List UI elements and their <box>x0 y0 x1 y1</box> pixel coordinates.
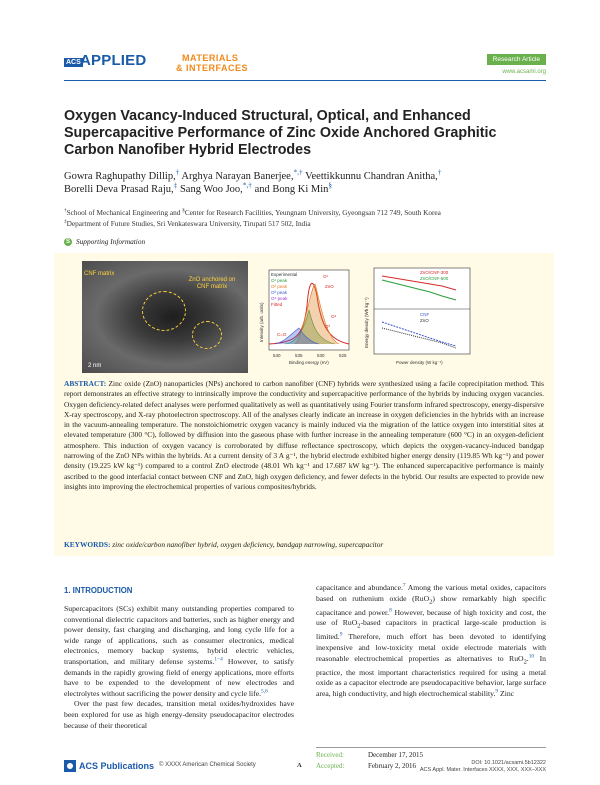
xps-ylabel: Intensity (arb. units) <box>259 302 264 342</box>
tem-highlight <box>192 321 222 349</box>
article-dates: Received: December 17, 2015 Accepted: February 2, 2016 <box>316 747 546 772</box>
logo-interfaces: & INTERFACES <box>176 63 249 73</box>
author[interactable]: Sang Woo Joo,*,† <box>179 180 252 195</box>
received-date: December 17, 2015 <box>368 751 424 759</box>
abstract <box>64 379 544 492</box>
affiliations: †School of Mechanical Engineering and §Center for Research Facilities, Yeungnam University, Gyeongsan 712 749, South Korea ‡Department of Future Studies, Sri Venkateswara University, Tirupati 517 502, India <box>64 207 441 228</box>
article-type-badge: Research Article <box>487 54 546 65</box>
abstract-label: ABSTRACT: <box>64 379 107 388</box>
tem-label-cnf: CNF matrix <box>84 271 115 277</box>
logo-applied: APPLIED <box>80 52 147 69</box>
journal-url[interactable]: www.acsami.org <box>502 69 546 75</box>
citation[interactable]: 5,6 <box>261 688 268 695</box>
ragone-chart <box>360 264 478 370</box>
supporting-info-icon: S <box>65 238 70 245</box>
logo-materials: MATERIALS <box>182 53 239 63</box>
xps-legend-item: O³ peak <box>271 290 288 295</box>
xps-tick: 530 <box>317 353 325 358</box>
author[interactable]: and Bong Ki Min§ <box>254 180 333 195</box>
tem-label-zno: ZnO anchored on CNF matrix <box>188 277 236 290</box>
author[interactable]: Borelli Deva Prasad Raju,‡ <box>64 180 178 195</box>
header-divider <box>64 80 546 81</box>
page-footer <box>64 760 546 780</box>
article-title: Oxygen Vacancy-Induced Structural, Optical, and Enhanced Supercapacitive Performance of Zinc Oxide Anchored Graphitic Carbon Nanofiber Hybrid Electrodes <box>64 108 497 158</box>
keywords <box>64 540 544 549</box>
accepted-date: February 2, 2016 <box>368 762 417 770</box>
xps-tick: 535 <box>295 353 303 358</box>
citation[interactable]: 7 <box>402 582 406 589</box>
ragone-legend-item: ZnO/CNF-300 <box>420 270 449 275</box>
tem-highlight <box>142 291 186 331</box>
xps-legend-item: O⁴ peak <box>271 296 288 301</box>
xps-legend-item: O¹ peak <box>271 278 288 283</box>
body-column-left <box>64 604 294 731</box>
citation[interactable]: 1−4 <box>214 656 223 663</box>
author[interactable]: Veettikkunnu Chandran Anitha,† <box>305 167 442 182</box>
xps-legend-item: Experimental <box>271 272 298 277</box>
xps-annotation: O¹ <box>323 274 328 279</box>
citation[interactable]: 9 <box>495 688 499 695</box>
keywords-text: zinc oxide/carbon nanofiber hybrid, oxygen deficiency, bandgap narrowing, supercapacitor <box>112 540 384 549</box>
section-heading: 1. INTRODUCTION <box>64 586 133 595</box>
xps-annotation: O⁴ <box>331 314 337 319</box>
citation[interactable]: 8 <box>389 607 392 614</box>
page-number: A <box>297 762 302 769</box>
ragone-legend-item: ZnO <box>420 318 429 323</box>
xps-legend-item: O² peak <box>271 284 288 289</box>
paragraph: capacitance and abundance.$^7$ Among the various metal oxides, capacitors based on ruthenium oxide (RuO$_2$) show remarkably high specific capacitance and power.$^8$ However, because of high toxicity and cost, the use of RuO$_2$-based capacitors in practical large-scale production is limited.$^9$ Therefore, much effort has been devoted to identifying inexpensive and low-toxicity metal oxide electrode materials with reasonable electrochemical properties as alternatives to RuO$_2$.$^{10}$ In practice, the most important characteristics required for using a metal oxide as a capacitor electrode are pseudocapacitive behavior, large surface area, high conductivity, and high electrochemical stability.$^9$ Zinc <box>316 582 546 698</box>
author[interactable]: Arghya Narayan Banerjee,*,† <box>181 167 303 182</box>
supporting-information-link[interactable]: S Supporting Information <box>65 237 146 246</box>
ragone-ylabel: Energy density (Wh kg⁻¹) <box>364 297 369 348</box>
tem-micrograph <box>82 261 248 373</box>
abstract-text: Zinc oxide (ZnO) nanoparticles (NPs) anchored to carbon nanofiber (CNF) hybrids were synthesized using a facile coprecipitation method. This report demonstrates an effective strategy to intrinsically improve the conductivity and supercapacitive performance of the hybrids by inducing oxygen vacancies. Oxygen deficiency-related defect analyses were performed qualitatively as well as quantitatively using Fourier transform infrared spectroscopy, energy-dispersive X-ray spectroscopy, and X-ray photoelectron spectroscopy. All of the analyses clearly indicate an increase in oxygen deficiencies in the hybrids with an increase in the vacuum-annealing temperature. The nonstoichiometric oxygen vacancy is mainly induced via the migration of the lattice oxygen into interstitial sites at elevated temperature (300 °C), followed by diffusion into the gaseous phase with further increase in the annealing temperature (600 °C) in an oxygen-deficient atmosphere. This induction of oxygen vacancy is corroborated by diffuse reflectance spectroscopy, which depicts the oxygen-vacancy-induced bandgap narrowing of the ZnO NPs within the hybrids. At a current density of 3 A g⁻¹, the hybrid electrode exhibited higher energy density (119.85 Wh kg⁻¹) and power density (19.225 kW kg⁻¹) compared to a control ZnO electrode (48.01 Wh kg⁻¹ and 17.687 kW kg⁻¹). The enhanced supercapacitive performance is mainly ascribed to the good interfacial contact between CNF and ZnO, high oxygen deficiency, and fewer defects in the hybrid. Our results are expected to provide new insights into improving the electrochemical properties of various composites/hybrids. <box>64 379 544 491</box>
xps-annotation: C=O <box>277 332 287 337</box>
ragone-legend-item: ZnO/CNF-600 <box>420 276 449 281</box>
xps-legend-item: Fitted <box>271 302 283 307</box>
paragraph: Supercapacitors (SCs) exhibit many outstanding properties compared to conventional dielectric capacitors and batteries, such as higher energy and power density, fast charging and discharging, and long cycle life for a wide range of applications, such as consumer electronics, medical electronics, memory backup systems, hybrid electric vehicles, transportation, and military defense systems.$^{1-4}$ However, to satisfy demands in the rapidly growing field of energy applications, more efforts have to be expended to the development of new electrodes and electrolytes without sacrificing the power density and cycle life.$^{5,6}$ <box>64 604 294 698</box>
xps-spectrum-chart <box>255 266 355 366</box>
xps-annotation: ZnO <box>325 284 334 289</box>
copyright: © XXXX American Chemical Society <box>159 762 256 768</box>
logo-acs: ACS <box>66 59 81 66</box>
tem-scale-bar: 2 nm <box>88 363 102 369</box>
xps-tick: 540 <box>273 353 281 358</box>
acs-publications-logo[interactable]: ACS Publications <box>64 760 154 772</box>
body-column-right <box>316 583 546 700</box>
doi-info[interactable]: DOI: 10.1021/acsami.5b12322 ACS Appl. Mater. Interfaces XXXX, XXX, XXX−XXX <box>419 760 546 773</box>
paragraph: Over the past few decades, transition metal oxides/hydroxides have been explored for use as high energy-density pseudocapacitor electrodes because of their theoretical <box>64 699 294 730</box>
ragone-legend-item: CNF <box>420 312 430 317</box>
acs-logo-icon <box>64 760 76 772</box>
xps-tick: 525 <box>339 353 347 358</box>
author[interactable]: Gowra Raghupathy Dillip,† <box>64 167 180 182</box>
citation[interactable]: 10 <box>528 653 535 660</box>
xps-xlabel: Binding energy (eV) <box>289 360 329 365</box>
ragone-xlabel: Power density (W kg⁻¹) <box>396 360 443 365</box>
author-list <box>64 167 546 196</box>
citation[interactable]: 9 <box>339 631 343 638</box>
journal-header <box>64 52 546 78</box>
xps-annotation: O³ <box>325 324 330 329</box>
keywords-label: KEYWORDS: <box>64 540 111 549</box>
